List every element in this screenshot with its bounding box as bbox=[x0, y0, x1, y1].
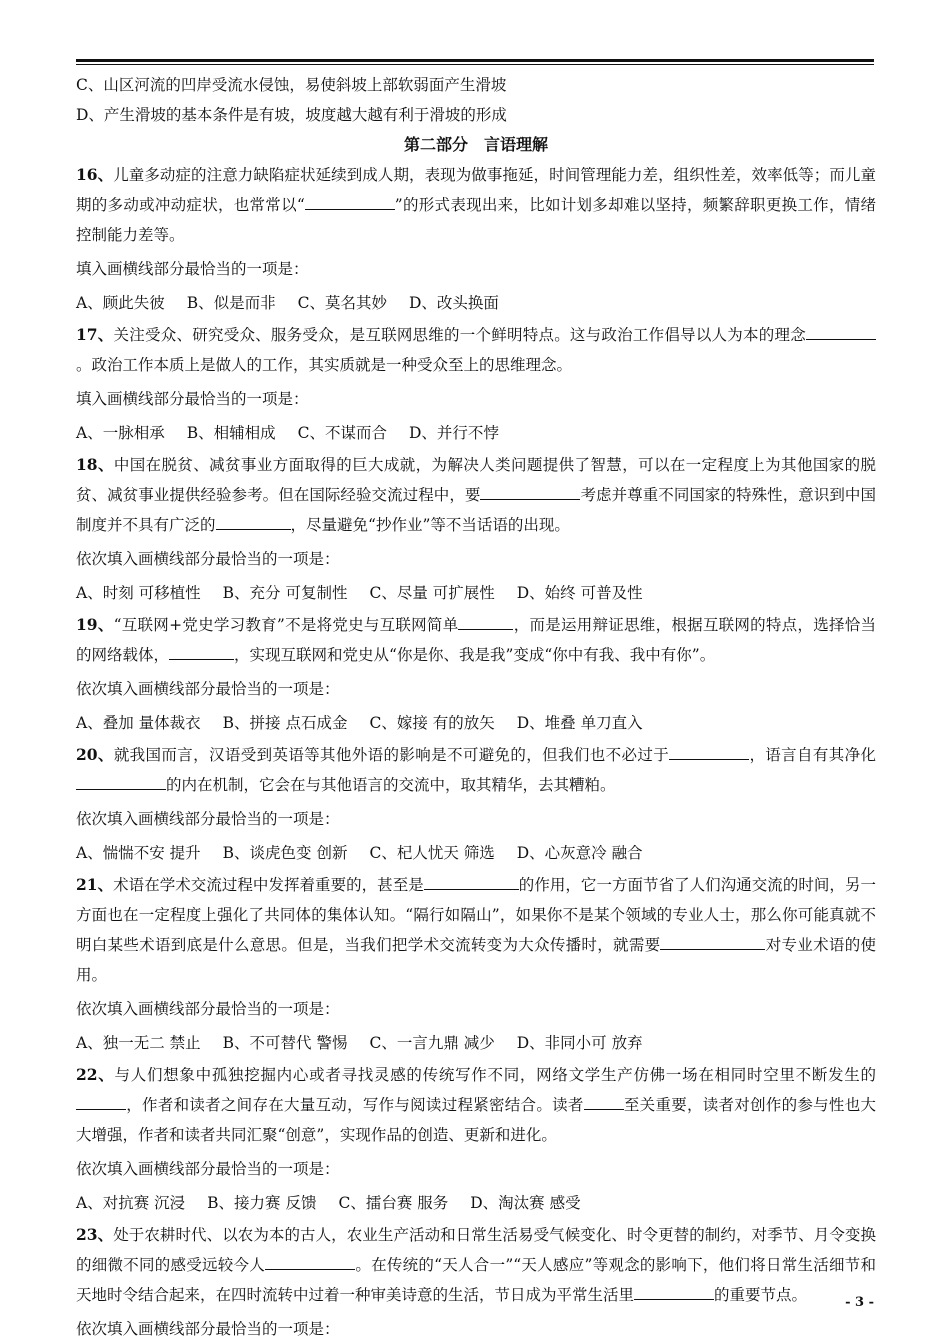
question-prompt: 填入画横线部分最恰当的一项是： bbox=[76, 390, 309, 408]
question-text: ，尽量避免“抄作业”等不当话语的出现。 bbox=[290, 516, 570, 534]
option-c: C、嫁接 有的放矢 bbox=[369, 714, 495, 732]
answer-blank bbox=[458, 615, 513, 630]
question-prompt: 依次填入画横线部分最恰当的一项是： bbox=[76, 810, 340, 828]
option-d: D、改头换面 bbox=[408, 294, 499, 312]
question-text: 关注受众、研究受众、服务受众，是互联网思维的一个鲜明特点。这与政治工作倡导以人为本的理念 bbox=[113, 326, 806, 344]
option-a: A、惴惴不安 提升 bbox=[76, 844, 201, 862]
answer-blank bbox=[660, 935, 765, 950]
question-text: 。在传统的“天人合一”“天人感应”等观念的影响下，他们将日常生活细节和天地时令结合起来，在四时流转中过着一种审美诗意的生活，节日成为平常生活里 bbox=[76, 1256, 876, 1304]
question-text: ，而是运用辩证思维，根据互联网的特点，选择恰当的网络载体， bbox=[76, 616, 876, 664]
question-16 bbox=[76, 160, 876, 250]
options-22 bbox=[76, 1188, 876, 1218]
question-22 bbox=[76, 1060, 876, 1150]
question-text: ，作者和读者之间存在大量互动，写作与阅读过程紧密结合。读者 bbox=[126, 1096, 584, 1114]
option-b: B、拼接 点石成金 bbox=[222, 714, 348, 732]
option-a: A、顾此失彼 bbox=[76, 294, 165, 312]
option-a: A、一脉相承 bbox=[76, 424, 165, 442]
option-b: B、不可替代 警惕 bbox=[222, 1034, 348, 1052]
question-text: 处于农耕时代、以农为本的古人，农业生产活动和日常生活易受气候变化、时令更替的制约，对季节、月令变换的细微不同的感受远较今人 bbox=[76, 1226, 876, 1274]
question-text: 术语在学术交流过程中发挥着重要的，甚至是 bbox=[113, 876, 424, 894]
option-c: C、不谋而合 bbox=[297, 424, 387, 442]
option-c: C、一言九鼎 减少 bbox=[369, 1034, 495, 1052]
question-prompt: 依次填入画横线部分最恰当的一项是： bbox=[76, 550, 340, 568]
option-c: C、莫名其妙 bbox=[297, 294, 387, 312]
question-text: ，语言自有其净化 bbox=[749, 746, 876, 764]
answer-blank bbox=[806, 325, 876, 340]
prev-option-c: C、山区河流的凹岸受流水侵蚀，易使斜坡上部软弱面产生滑坡 bbox=[76, 76, 507, 94]
option-c: C、擂台赛 服务 bbox=[338, 1194, 449, 1212]
question-text: 考虑并尊重不同国家的特殊性，意识到中国制度并不具有广泛的 bbox=[76, 486, 876, 534]
question-text: 。政治工作本质上是做人的工作，其实质就是一种受众至上的思维理念。 bbox=[76, 356, 573, 374]
prev-option-d: D、产生滑坡的基本条件是有坡，坡度越大越有利于滑坡的形成 bbox=[76, 106, 507, 124]
option-c: C、杞人忧天 筛选 bbox=[369, 844, 495, 862]
option-b: B、充分 可复制性 bbox=[222, 584, 348, 602]
section-title: 第二部分 言语理解 bbox=[403, 135, 548, 154]
question-number: 22、 bbox=[76, 1065, 115, 1084]
option-a: A、叠加 量体裁衣 bbox=[76, 714, 201, 732]
question-23 bbox=[76, 1220, 876, 1310]
answer-blank bbox=[305, 195, 395, 210]
option-d: D、淘汰赛 感受 bbox=[470, 1194, 581, 1212]
options-16 bbox=[76, 288, 876, 318]
header-rule bbox=[76, 59, 874, 62]
option-b: B、接力赛 反馈 bbox=[207, 1194, 317, 1212]
answer-blank bbox=[265, 1255, 355, 1270]
question-prompt: 依次填入画横线部分最恰当的一项是： bbox=[76, 1160, 340, 1178]
question-text: 儿童多动症的注意力缺陷症状延续到成人期，表现为做事拖延，时间管理能力差，组织性差，效率低等；而儿童期的多动或冲动症状，也常常以“ bbox=[76, 166, 876, 214]
question-text: 对专业术语的使用。 bbox=[76, 936, 876, 984]
question-text: 与人们想象中孤独挖掘内心或者寻找灵感的传统写作不同，网络文学生产仿佛一场在相同时空里不断发生的 bbox=[114, 1066, 876, 1084]
answer-blank bbox=[169, 645, 234, 660]
question-number: 19、 bbox=[76, 615, 114, 634]
question-text: 至关重要，读者对创作的参与性也大大增强，作者和读者共同汇聚“创意”，实现作品的创造、更新和进化。 bbox=[76, 1096, 876, 1144]
options-20 bbox=[76, 838, 876, 868]
page-number: - 3 - bbox=[845, 1295, 874, 1310]
question-18 bbox=[76, 450, 876, 540]
answer-blank bbox=[480, 485, 580, 500]
question-number: 23、 bbox=[76, 1225, 114, 1244]
question-text: “互联网+党史学习教育”不是将党史与互联网简单 bbox=[113, 616, 459, 634]
option-d: D、始终 可普及性 bbox=[516, 584, 643, 602]
question-text: 的内在机制，它会在与其他语言的交流中，取其精华，去其糟粕。 bbox=[166, 776, 616, 794]
option-d: D、心灰意冷 融合 bbox=[516, 844, 643, 862]
question-text: 的重要节点。 bbox=[714, 1286, 808, 1304]
question-17 bbox=[76, 320, 876, 380]
answer-blank bbox=[424, 875, 519, 890]
question-text: 就我国而言，汉语受到英语等其他外语的影响是不可避免的，但我们也不必过于 bbox=[113, 746, 670, 764]
option-a: A、对抗赛 沉浸 bbox=[76, 1194, 186, 1212]
options-18 bbox=[76, 578, 876, 608]
answer-blank bbox=[669, 745, 749, 760]
option-b: B、似是而非 bbox=[186, 294, 276, 312]
header-rule-thin bbox=[76, 64, 874, 65]
question-21 bbox=[76, 870, 876, 990]
question-prompt: 依次填入画横线部分最恰当的一项是： bbox=[76, 1320, 340, 1338]
question-text: ，实现互联网和党史从“你是你、我是我”变成“你中有我、我中有你”。 bbox=[234, 646, 716, 664]
answer-blank bbox=[634, 1285, 714, 1300]
question-text: ”的形式表现出来，比如计划多却难以坚持，频繁辞职更换工作，情绪控制能力差等。 bbox=[76, 196, 876, 244]
question-text: 中国在脱贫、减贫事业方面取得的巨大成就，为解决人类问题提供了智慧，可以在一定程度上为其他国家的脱贫、减贫事业提供经验参考。但在国际经验交流过程中，要 bbox=[76, 456, 876, 504]
answer-blank bbox=[584, 1095, 624, 1110]
options-21 bbox=[76, 1028, 876, 1058]
option-a: A、时刻 可移植性 bbox=[76, 584, 201, 602]
answer-blank bbox=[76, 1095, 126, 1110]
options-19 bbox=[76, 708, 876, 738]
page-content bbox=[76, 70, 876, 1344]
question-prompt: 依次填入画横线部分最恰当的一项是： bbox=[76, 1000, 340, 1018]
option-d: D、非同小可 放弃 bbox=[516, 1034, 643, 1052]
question-number: 17、 bbox=[76, 325, 114, 344]
option-d: D、并行不悖 bbox=[408, 424, 499, 442]
question-number: 21、 bbox=[76, 875, 114, 894]
question-20 bbox=[76, 740, 876, 800]
option-c: C、尽量 可扩展性 bbox=[369, 584, 495, 602]
question-prompt: 依次填入画横线部分最恰当的一项是： bbox=[76, 680, 340, 698]
question-number: 18、 bbox=[76, 455, 114, 474]
question-prompt: 填入画横线部分最恰当的一项是： bbox=[76, 260, 309, 278]
question-text: 的作用，它一方面节省了人们沟通交流的时间，另一方面也在一定程度上强化了共同体的集体认知。“隔行如隔山”，如果你不是某个领域的专业人士，那么你可能真就不明白某些术语到底是什么意思。但是，当我们把学术交流转变为大众传播时，就需要 bbox=[76, 876, 876, 954]
answer-blank bbox=[76, 775, 166, 790]
question-number: 20、 bbox=[76, 745, 114, 764]
question-19 bbox=[76, 610, 876, 670]
option-d: D、堆叠 单刀直入 bbox=[516, 714, 643, 732]
option-a: A、独一无二 禁止 bbox=[76, 1034, 201, 1052]
question-number: 16、 bbox=[76, 165, 114, 184]
option-b: B、相辅相成 bbox=[186, 424, 276, 442]
option-b: B、谈虎色变 创新 bbox=[222, 844, 348, 862]
answer-blank bbox=[216, 515, 291, 530]
options-17 bbox=[76, 418, 876, 448]
